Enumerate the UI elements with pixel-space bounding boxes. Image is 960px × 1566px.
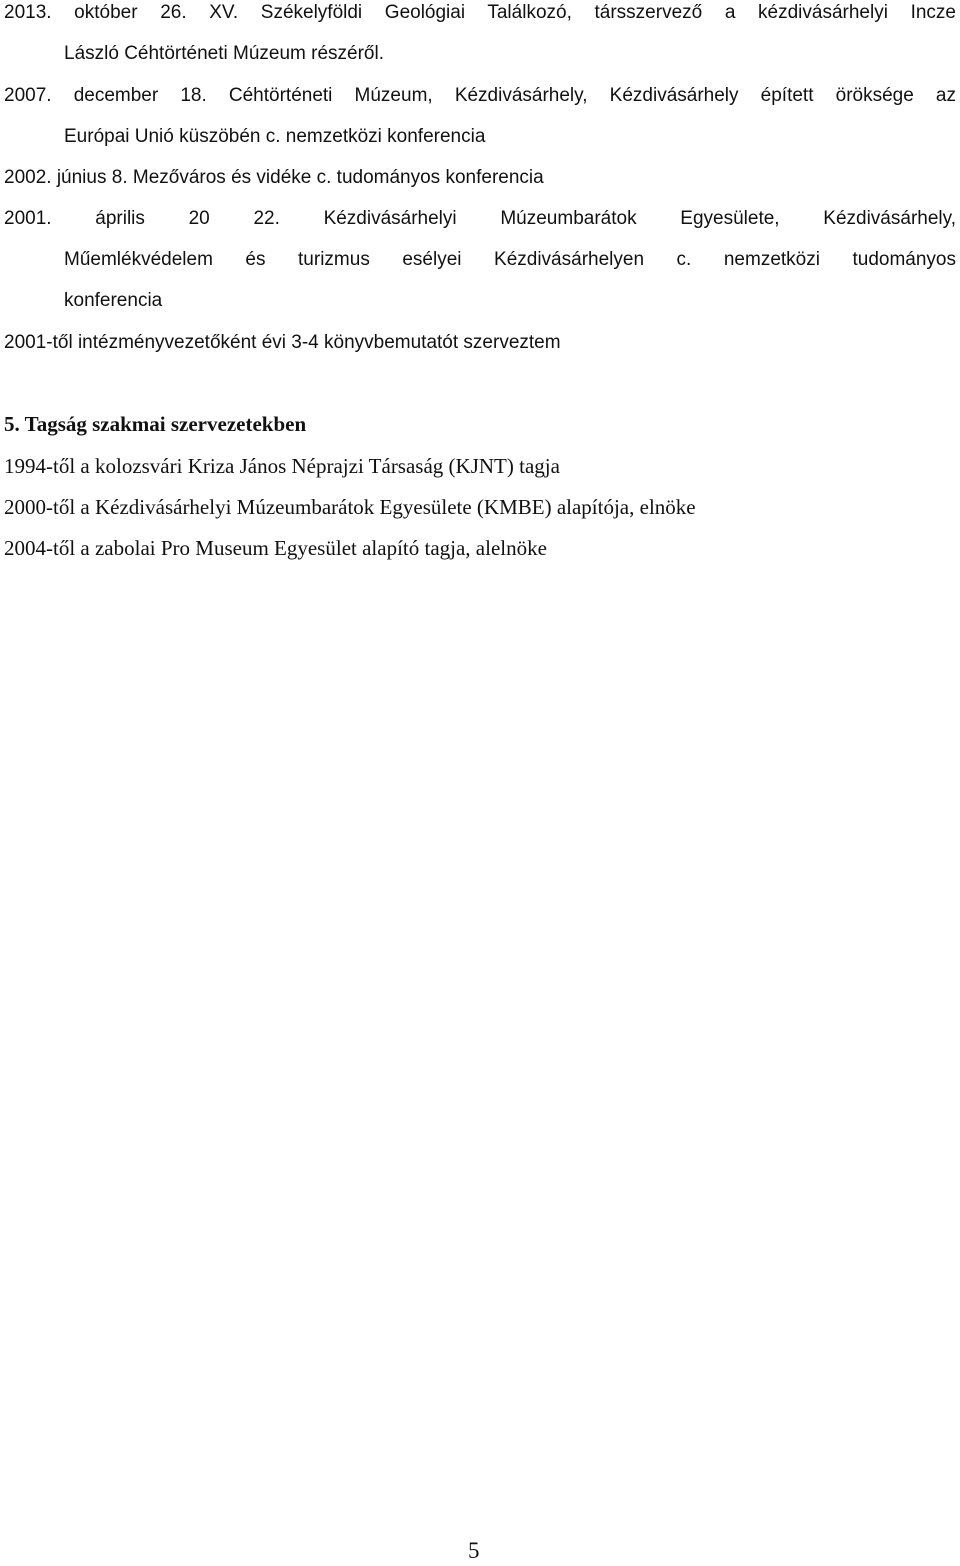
conference-entry-2007: [4, 75, 956, 157]
conference-entry-2001-line2: Műemlékvédelem és turizmus esélyei Kézdivásárhelyen c. nemzetközi tudományos: [64, 249, 956, 270]
membership-item-kjnt: 1994-től a kolozsvári Kriza János Néprajzi Társaság (KJNT) tagja: [4, 454, 560, 478]
conference-entry-2002: [4, 157, 956, 198]
conference-entry-2013-line1: 2013. október 26. XV. Székelyföldi Geológiai Találkozó, társszervező a kézdivásárhelyi Incze: [4, 2, 956, 23]
conference-entry-2007-line2: Európai Unió küszöbén c. nemzetközi konferencia: [64, 126, 486, 147]
page-number: 5: [468, 1538, 480, 1563]
section-heading: 5. Tagság szakmai szervezetekben: [4, 412, 307, 436]
membership-item-kmbe: 2000-től a Kézdivásárhelyi Múzeumbarátok Egyesülete (KMBE) alapítója, elnöke: [4, 495, 696, 519]
conference-entry-2013-line2: László Céhtörténeti Múzeum részéről.: [64, 43, 384, 64]
conference-entry-2001-line1: 2001. április 20 22. Kézdivásárhelyi Múzeumbarátok Egyesülete, Kézdivásárhely,: [4, 208, 956, 229]
conference-entry-2001-line3: konferencia: [64, 290, 163, 311]
conference-entry-2002-line1: 2002. június 8. Mezőváros és vidéke c. tudományos konferencia: [4, 167, 544, 188]
book-presentations-text: 2001-től intézményvezetőként évi 3-4 könyvbemutatót szerveztem: [4, 332, 561, 353]
membership-item-pro-museum: 2004-től a zabolai Pro Museum Egyesület alapító tagja, alelnöke: [4, 536, 547, 560]
conference-entry-2013: [4, 0, 956, 74]
conference-entry-2001: [4, 198, 956, 321]
conference-entry-2007-line1: 2007. december 18. Céhtörténeti Múzeum, Kézdivásárhely, Kézdivásárhely épített öröksége az: [4, 85, 956, 106]
